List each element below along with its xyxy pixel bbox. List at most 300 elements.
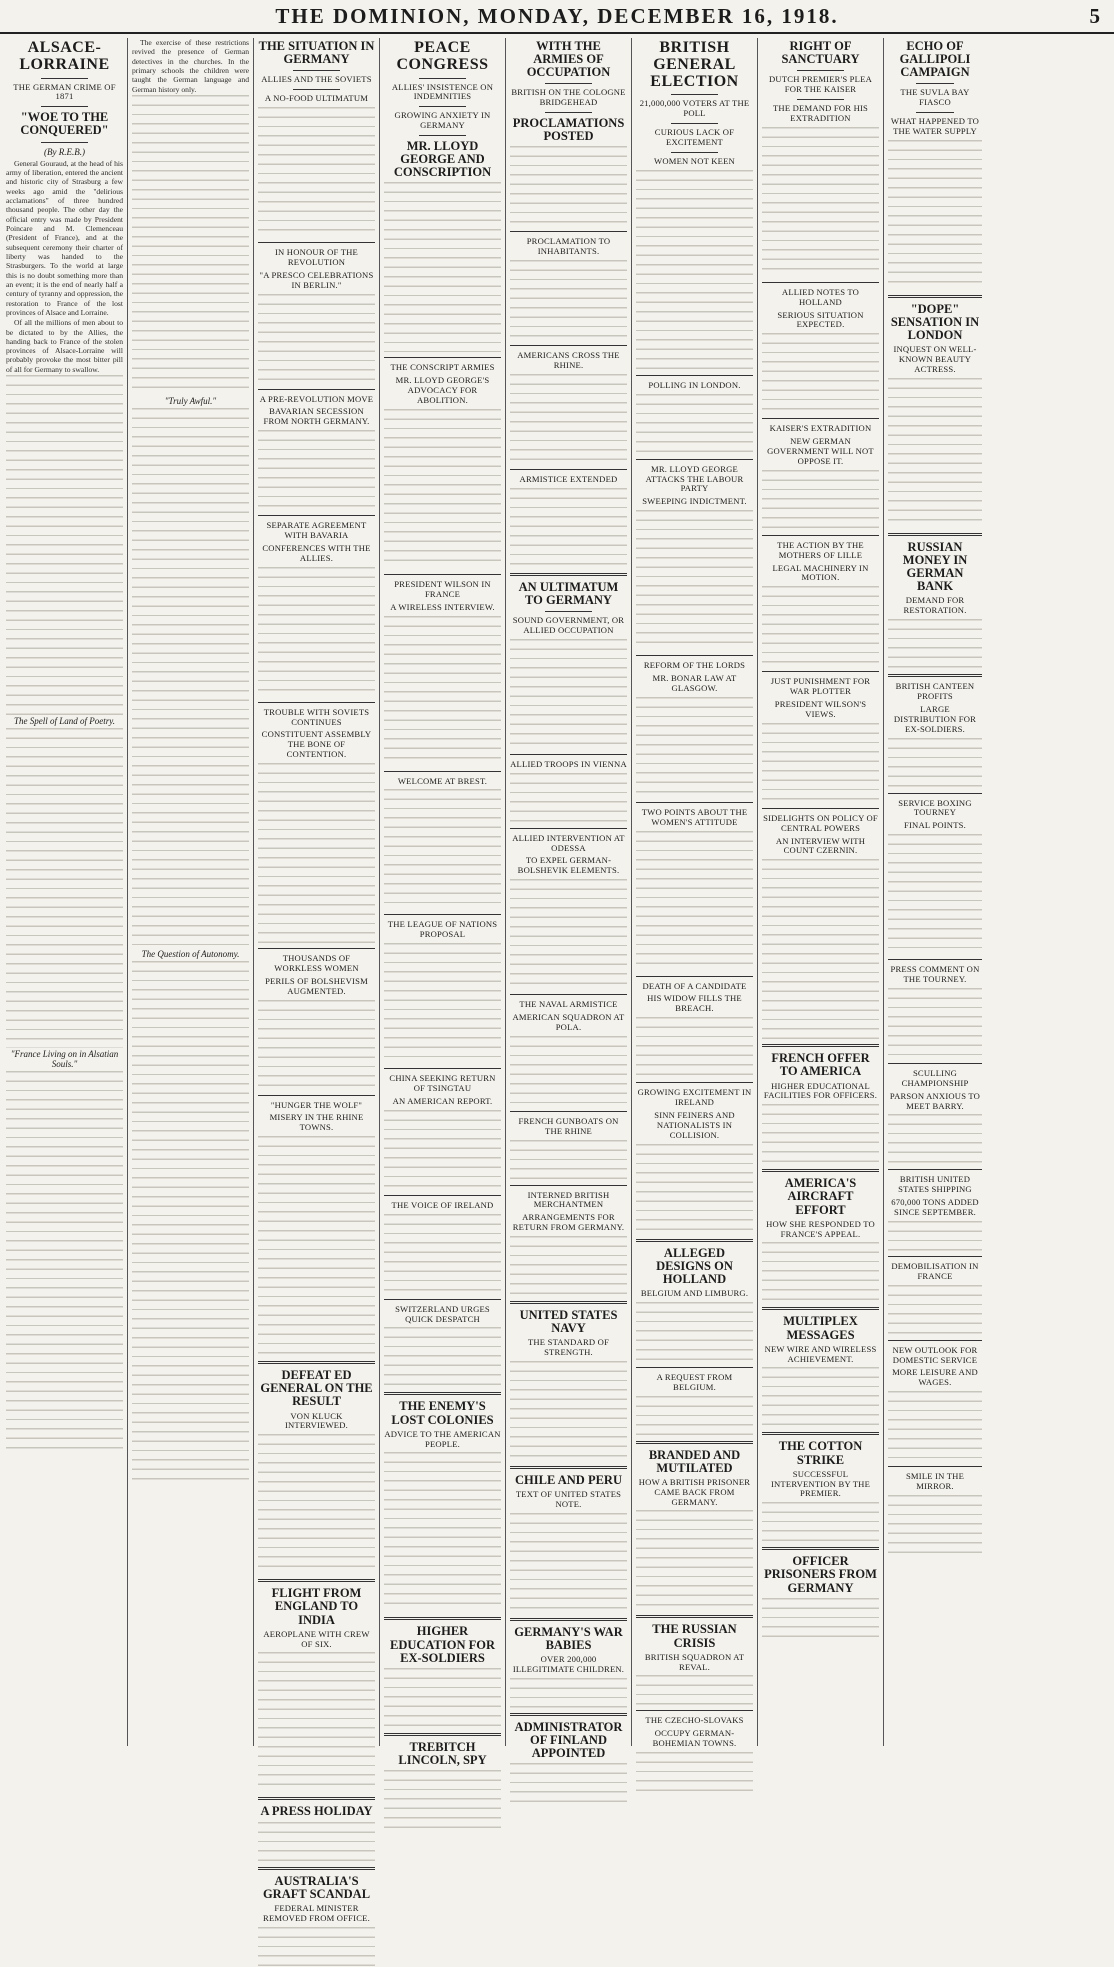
article-body — [132, 95, 249, 395]
subheading: HOW A BRITISH PRISONER CAME BACK FROM GERMANY. — [638, 1476, 751, 1507]
article-text-block — [384, 409, 501, 569]
article-text-block — [258, 567, 375, 697]
article-rule — [888, 1340, 982, 1341]
subheading: TWO POINTS ABOUT THE WOMEN'S ATTITUDE — [641, 806, 748, 827]
article-double-rule — [762, 1169, 879, 1172]
headline: BRANDED AND MUTILATED — [648, 1447, 741, 1475]
subheading: THE CONSCRIPT ARMIES — [390, 362, 495, 373]
headline: ALSACE-LORRAINE — [19, 39, 110, 73]
article-text-block — [132, 95, 249, 395]
article-text-block — [636, 510, 753, 650]
article-text-block — [636, 697, 753, 797]
article-body — [384, 943, 501, 1063]
article-body — [384, 1214, 501, 1294]
article-rule — [762, 808, 879, 809]
article-rule — [888, 1063, 982, 1064]
article-text-block — [258, 763, 375, 943]
article-text-block — [510, 879, 627, 989]
article-rule — [636, 655, 753, 656]
headline: ADMINISTRATOR OF FINLAND APPOINTED — [514, 1719, 623, 1761]
subheading: AEROPLANE WITH CREW OF SIX. — [263, 1628, 370, 1649]
headline: GERMANY'S WAR BABIES — [514, 1624, 623, 1652]
article-paragraph: The exercise of these restrictions revived the presence of German detectives in the churches. In the primary schools the children were taught the German language and German history only. — [132, 38, 249, 94]
subheading: 21,000,000 VOTERS AT THE POLL — [639, 98, 750, 119]
article-body — [510, 1763, 627, 1803]
headline: AUSTRALIA'S GRAFT SCANDAL — [262, 1873, 371, 1901]
subheading: CHINA SEEKING RETURN OF TSINGTAU — [389, 1073, 496, 1094]
subheading: THE STANDARD OF STRENGTH. — [527, 1337, 610, 1358]
subheading: BRITISH CANTEEN PROFITS — [895, 681, 975, 701]
divider — [419, 106, 466, 107]
article-body — [258, 567, 375, 697]
article-body — [762, 1104, 879, 1164]
article-body — [510, 488, 627, 568]
article-body — [636, 510, 753, 650]
subheading: BELGIUM AND LIMBURG. — [640, 1287, 749, 1298]
article-text-block — [258, 294, 375, 384]
article-body — [636, 1144, 753, 1234]
article-text-block — [510, 374, 627, 464]
page-number: 5 — [1089, 4, 1100, 28]
article-text-block — [888, 1495, 982, 1555]
article-rule — [888, 1466, 982, 1467]
article-double-rule — [636, 1239, 753, 1242]
subheading: POLLING IN LONDON. — [648, 379, 741, 390]
headline: BRITISH GENERAL ELECTION — [650, 39, 739, 90]
headline: DEFEAT ED GENERAL ON THE RESULT — [260, 1368, 373, 1409]
article-double-rule — [762, 1307, 879, 1310]
article-double-rule — [762, 1432, 879, 1435]
subheading: THE CZECHO-SLOVAKS — [645, 1715, 744, 1726]
headline: THE COTTON STRIKE — [778, 1439, 863, 1467]
column-5 — [506, 38, 632, 1761]
article-text-block — [510, 1036, 627, 1106]
article-rule — [636, 1082, 753, 1083]
article-body — [510, 773, 627, 823]
divider — [293, 89, 340, 90]
headline: PROCLAMATIONS POSTED — [512, 116, 625, 144]
subheading: ALLIES AND THE SOVIETS — [261, 74, 372, 85]
article-double-rule — [636, 1615, 753, 1618]
article-text-block — [6, 375, 123, 715]
article-text-block — [510, 146, 627, 226]
subheading: PERILS OF BOLSHEVISM AUGMENTED. — [265, 975, 368, 996]
article-text-block — [384, 616, 501, 766]
article-double-rule — [384, 1733, 501, 1736]
article-rule — [888, 1256, 982, 1257]
divider — [797, 99, 844, 100]
headline: THE SITUATION IN GERMANY — [258, 39, 375, 67]
headline: FLIGHT FROM ENGLAND TO INDIA — [271, 1586, 362, 1627]
subheading: JUST PUNISHMENT FOR WAR PLOTTER — [770, 676, 871, 697]
article-body — [258, 1000, 375, 1090]
article-text-block — [258, 1000, 375, 1090]
subheading: PROCLAMATION TO INHABITANTS. — [526, 236, 611, 257]
subheading: IN HONOUR OF THE REVOLUTION — [274, 247, 358, 267]
headline: ECHO OF GALLIPOLI CAMPAIGN — [899, 39, 971, 80]
article-rule — [636, 1710, 753, 1711]
article-rule — [510, 469, 627, 470]
article-rule — [384, 1068, 501, 1069]
divider — [545, 611, 592, 612]
headline: A PRESS HOLIDAY — [260, 1804, 373, 1819]
headline: RIGHT OF SANCTUARY — [781, 39, 860, 67]
article-text-block — [762, 1242, 879, 1302]
article-rule — [762, 282, 879, 283]
article-body — [384, 789, 501, 909]
subheading: LEGAL MACHINERY IN MOTION. — [772, 562, 869, 583]
headline: RUSSIAN MONEY IN GERMAN BANK — [902, 539, 968, 594]
headline: PEACE CONGRESS — [396, 39, 489, 73]
article-text-block — [888, 738, 982, 788]
article-rule — [510, 231, 627, 232]
column-2 — [128, 38, 254, 1746]
article-text-block — [384, 943, 501, 1063]
article-double-rule — [510, 1713, 627, 1716]
article-text-block — [636, 1144, 753, 1234]
article-rule — [510, 345, 627, 346]
subheading: MR. BONAR LAW AT GLASGOW. — [652, 673, 737, 693]
article-text-block — [636, 1675, 753, 1705]
article-text-block — [888, 378, 982, 528]
article-text-block — [132, 408, 249, 948]
subheading: REFORM OF THE LORDS — [643, 660, 746, 671]
headline: THE RUSSIAN CRISIS — [652, 1622, 737, 1650]
article-body — [258, 1136, 375, 1356]
subheading: PRESS COMMENT ON THE TOURNEY. — [890, 964, 980, 984]
subheading: GROWING EXCITEMENT IN IRELAND — [637, 1087, 752, 1108]
subheading: AMERICAN SQUADRON AT POLA. — [512, 1012, 625, 1032]
subheading: THE VOICE OF IRELAND — [391, 1199, 494, 1210]
subheading: BAVARIAN SECESSION FROM NORTH GERMANY. — [263, 406, 370, 427]
article-body — [258, 1434, 375, 1574]
article-body — [762, 586, 879, 666]
article-text-block — [510, 488, 627, 568]
article-body — [384, 1327, 501, 1387]
subheading: SOUND GOVERNMENT, OR ALLIED OCCUPATION — [512, 615, 625, 635]
article-body — [636, 394, 753, 454]
divider — [671, 152, 718, 153]
article-text-block — [636, 1302, 753, 1362]
article-body — [384, 409, 501, 569]
headline: WITH THE ARMIES OF OCCUPATION — [526, 39, 611, 80]
subheading: WHAT HAPPENED TO THE WATER SUPPLY — [890, 116, 980, 136]
divider — [41, 142, 88, 143]
subheading: BRITISH SQUADRON AT REVAL. — [644, 1651, 745, 1672]
article-text-block — [6, 728, 123, 1048]
article-text-block — [888, 1391, 982, 1461]
article-body — [510, 1140, 627, 1180]
article-rule — [384, 771, 501, 772]
article-body — [132, 961, 249, 1481]
subheading: MORE LEISURE AND WAGES. — [892, 1367, 978, 1388]
article-body — [762, 333, 879, 413]
headline: MR. LLOYD GEORGE AND CONSCRIPTION — [393, 139, 492, 180]
article-rule — [762, 418, 879, 419]
subheading: OCCUPY GERMAN-BOHEMIAN TOWNS. — [652, 1728, 737, 1749]
article-text-block — [762, 333, 879, 413]
article-text-block — [132, 961, 249, 1481]
column-4 — [380, 38, 506, 1767]
article-text-block — [258, 1927, 375, 1967]
article-body — [888, 1391, 982, 1461]
subheading: THE SUVLA BAY FIASCO — [900, 87, 970, 108]
subheading: PRESIDENT WILSON IN FRANCE — [394, 578, 491, 599]
divider — [293, 70, 340, 71]
article-rule — [258, 948, 375, 949]
article-body — [762, 1598, 879, 1638]
article-rule — [636, 1367, 753, 1368]
subheading: BRITISH ON THE COLOGNE BRIDGEHEAD — [511, 87, 626, 108]
subheading: MR. LLOYD GEORGE ATTACKS THE LABOUR PARTY — [645, 463, 744, 494]
article-rule — [258, 389, 375, 390]
subheading: AMERICANS CROSS THE RHINE. — [517, 350, 620, 370]
caption: "France Living on in Alsatian Souls." — [10, 1049, 119, 1070]
newspaper-columns — [2, 38, 1112, 1923]
article-double-rule — [888, 674, 982, 677]
article-rule — [762, 671, 879, 672]
article-body — [510, 146, 627, 226]
article-double-rule — [258, 1579, 375, 1582]
article-text-block — [636, 1752, 753, 1792]
column-7 — [758, 38, 884, 1746]
article-rule — [384, 1299, 501, 1300]
article-text-block — [636, 831, 753, 971]
article-body — [762, 859, 879, 1039]
subheading: NEW OUTLOOK FOR DOMESTIC SERVICE — [892, 1344, 978, 1365]
subheading: ALLIED TROOPS IN VIENNA — [510, 758, 627, 769]
article-body — [510, 1361, 627, 1461]
article-rule — [636, 976, 753, 977]
article-text-block — [762, 1104, 879, 1164]
subheading: KAISER'S EXTRADITION — [769, 423, 872, 434]
subheading: A NO-FOOD ULTIMATUM — [264, 93, 369, 104]
headline: UNITED STATES NAVY — [519, 1308, 618, 1336]
article-body — [636, 1302, 753, 1362]
article-text-block — [888, 140, 982, 290]
article-double-rule — [258, 1797, 375, 1800]
article-body — [762, 470, 879, 530]
subheading: CONFERENCES WITH THE ALLIES. — [262, 542, 371, 563]
article-body — [510, 879, 627, 989]
subheading: SWITZERLAND URGES QUICK DESPATCH — [395, 1303, 490, 1324]
article-text-block — [384, 182, 501, 352]
subheading: LARGE DISTRIBUTION FOR EX-SOLDIERS. — [893, 703, 977, 734]
article-text-block — [6, 1071, 123, 1451]
divider — [419, 135, 466, 136]
subheading: SCULLING CHAMPIONSHIP — [901, 1067, 969, 1088]
article-body — [888, 988, 982, 1058]
subheading: HIS WIDOW FILLS THE BREACH. — [647, 993, 742, 1014]
article-body — [384, 1668, 501, 1728]
headline: MULTIPLEX MESSAGES — [783, 1314, 858, 1342]
article-body — [636, 697, 753, 797]
article-text-block — [762, 127, 879, 277]
article-body — [762, 1242, 879, 1302]
article-text-block — [888, 834, 982, 954]
article-text-block — [762, 470, 879, 530]
article-text-block — [510, 773, 627, 823]
article-double-rule — [510, 1301, 627, 1304]
article-body — [132, 408, 249, 948]
article-body — [384, 1110, 501, 1190]
subheading: PARSON ANXIOUS TO MEET BARRY. — [889, 1090, 981, 1111]
article-double-rule — [510, 1466, 627, 1469]
article-body — [888, 738, 982, 788]
article-body — [258, 763, 375, 943]
article-rule — [762, 535, 879, 536]
article-double-rule — [510, 573, 627, 576]
article-text-block — [636, 1017, 753, 1077]
divider — [671, 123, 718, 124]
article-body — [888, 140, 982, 290]
article-paragraph: Of all the millions of men about to be dictated to by the Allies, the handing back to France of the stolen provinces of Alsace-Lorraine will probably provoke the most bitter pill of all for Germany to swallow. — [6, 318, 123, 374]
article-double-rule — [888, 295, 982, 298]
article-body — [762, 127, 879, 277]
subheading: SEPARATE AGREEMENT WITH BAVARIA — [266, 520, 367, 540]
article-text-block — [888, 1285, 982, 1335]
subheading: FINAL POINTS. — [904, 820, 966, 831]
article-body — [888, 1114, 982, 1164]
article-text-block — [384, 1770, 501, 1830]
divider — [916, 83, 954, 84]
article-text-block — [762, 586, 879, 666]
article-double-rule — [510, 1618, 627, 1621]
subheading: THE GERMAN CRIME OF 1871 — [13, 81, 116, 102]
article-text-block — [258, 1136, 375, 1356]
subheading: SINN FEINERS AND NATIONALISTS IN COLLISION. — [654, 1109, 735, 1140]
subheading: SIDELIGHTS ON POLICY OF CENTRAL POWERS — [763, 812, 878, 833]
article-body — [258, 107, 375, 237]
article-body — [510, 374, 627, 464]
article-text-block — [888, 988, 982, 1058]
article-body — [384, 1770, 501, 1830]
subheading: INTERNED BRITISH MERCHANTMEN — [527, 1189, 610, 1210]
article-body — [888, 1221, 982, 1251]
article-body — [6, 318, 123, 374]
article-rule — [258, 242, 375, 243]
article-text-block — [636, 1510, 753, 1610]
subheading: AN INTERVIEW WITH COUNT CZERNIN. — [775, 835, 866, 856]
caption: The Question of Autonomy. — [141, 948, 240, 959]
article-body — [258, 1927, 375, 1967]
article-text-block — [762, 723, 879, 803]
article-body — [384, 182, 501, 352]
subheading: SMILE IN THE MIRROR. — [905, 1471, 965, 1491]
article-double-rule — [258, 1361, 375, 1364]
subheading: AN AMERICAN REPORT. — [392, 1095, 493, 1106]
article-rule — [510, 1185, 627, 1186]
article-body — [384, 616, 501, 766]
subheading: INQUEST ON WELL-KNOWN BEAUTY ACTRESS. — [893, 344, 977, 374]
article-double-rule — [258, 1867, 375, 1870]
article-body — [888, 378, 982, 528]
article-body — [510, 1236, 627, 1296]
subheading: WOMEN NOT KEEN — [654, 155, 735, 166]
column-8 — [884, 38, 986, 1746]
article-text-block — [510, 1140, 627, 1180]
subheading: HOW SHE RESPONDED TO FRANCE'S APPEAL. — [766, 1218, 875, 1239]
article-body — [888, 1285, 982, 1335]
article-text-block — [510, 1361, 627, 1461]
article-body — [6, 728, 123, 1048]
article-body — [636, 1510, 753, 1610]
article-rule — [888, 959, 982, 960]
headline: TREBITCH LINCOLN, SPY — [398, 1739, 487, 1767]
subheading: ARMISTICE EXTENDED — [519, 473, 618, 484]
divider — [419, 78, 466, 79]
article-double-rule — [384, 1392, 501, 1395]
subheading: CONSTITUENT ASSEMBLY THE BONE OF CONTENTION. — [261, 729, 372, 760]
subheading: THE LEAGUE OF NATIONS PROPOSAL — [387, 919, 498, 940]
article-body — [510, 1678, 627, 1708]
article-body — [6, 159, 123, 318]
article-text-block — [384, 1452, 501, 1612]
subheading: THOUSANDS OF WORKLESS WOMEN — [274, 953, 359, 973]
article-body — [636, 1017, 753, 1077]
subheading: SUCCESSFUL INTERVENTION BY THE PREMIER. — [770, 1468, 871, 1499]
subheading: A REQUEST FROM BELGIUM. — [656, 1371, 733, 1392]
subheading: OVER 200,000 ILLEGITIMATE CHILDREN. — [512, 1654, 625, 1674]
subheading: NEW WIRE AND WIRELESS ACHIEVEMENT. — [764, 1343, 877, 1364]
divider — [545, 112, 592, 113]
article-text-block — [762, 1598, 879, 1638]
article-body — [258, 430, 375, 510]
subheading: ALLIED NOTES TO HOLLAND — [781, 286, 860, 307]
article-rule — [258, 515, 375, 516]
article-rule — [384, 357, 501, 358]
article-body — [888, 1495, 982, 1555]
article-rule — [384, 1195, 501, 1196]
caption: The Spell of Land of Poetry. — [14, 716, 115, 727]
article-rule — [258, 1095, 375, 1096]
column-6 — [632, 38, 758, 1749]
article-text-block — [510, 639, 627, 749]
article-body — [258, 294, 375, 384]
article-paragraph: General Gouraud, at the head of his army of liberation, entered the ancient and historic city of Strasburg a few weeks ago amid the "delirious acclamations" of three hundred thousand people. The other day the official entry was made by President Poincare and M. Clemenceau (President of France), and at the subsequent ceremony their charter of liberty was handed to the Strasburgers. To the world at large this is no doubt something more than an event; it is the end of nearly half a century of tyranny and oppression, the restoration to France of the lost provinces of Alsace and Lorraine. — [6, 158, 123, 317]
subheading: THE ACTION BY THE MOTHERS OF LILLE — [777, 539, 864, 560]
article-double-rule — [636, 1441, 753, 1444]
article-rule — [510, 754, 627, 755]
article-body — [510, 260, 627, 340]
article-body — [6, 375, 123, 715]
article-double-rule — [762, 1044, 879, 1047]
article-body — [762, 723, 879, 803]
subheading: SERIOUS SITUATION EXPECTED. — [777, 309, 864, 330]
subheading: DEMOBILISATION IN FRANCE — [891, 1260, 979, 1281]
subheading: VON KLUCK INTERVIEWED. — [284, 1410, 349, 1431]
subheading: THE DEMAND FOR HIS EXTRADITION — [772, 103, 869, 123]
article-rule — [888, 1169, 982, 1170]
subheading: DEMAND FOR RESTORATION. — [903, 595, 967, 616]
article-body — [510, 639, 627, 749]
article-text-block — [636, 1396, 753, 1436]
article-text-block — [636, 170, 753, 370]
subheading: GROWING ANXIETY IN GERMANY — [394, 110, 491, 131]
article-text-block — [762, 859, 879, 1039]
headline: AN ULTIMATUM TO GERMANY — [518, 579, 619, 607]
subheading: TROUBLE WITH SOVIETS CONTINUES — [263, 706, 370, 727]
subheading: THE NAVAL ARMISTICE — [519, 999, 618, 1010]
headline: "WOE TO THE CONQUERED" — [20, 110, 109, 138]
article-body — [636, 1675, 753, 1705]
article-body — [6, 1071, 123, 1451]
divider — [545, 83, 592, 84]
subheading: TO EXPEL GERMAN-BOLSHEVIK ELEMENTS. — [517, 855, 620, 876]
article-rule — [636, 375, 753, 376]
headline: FRENCH OFFER TO AMERICA — [771, 1051, 870, 1079]
article-text-block — [888, 619, 982, 669]
